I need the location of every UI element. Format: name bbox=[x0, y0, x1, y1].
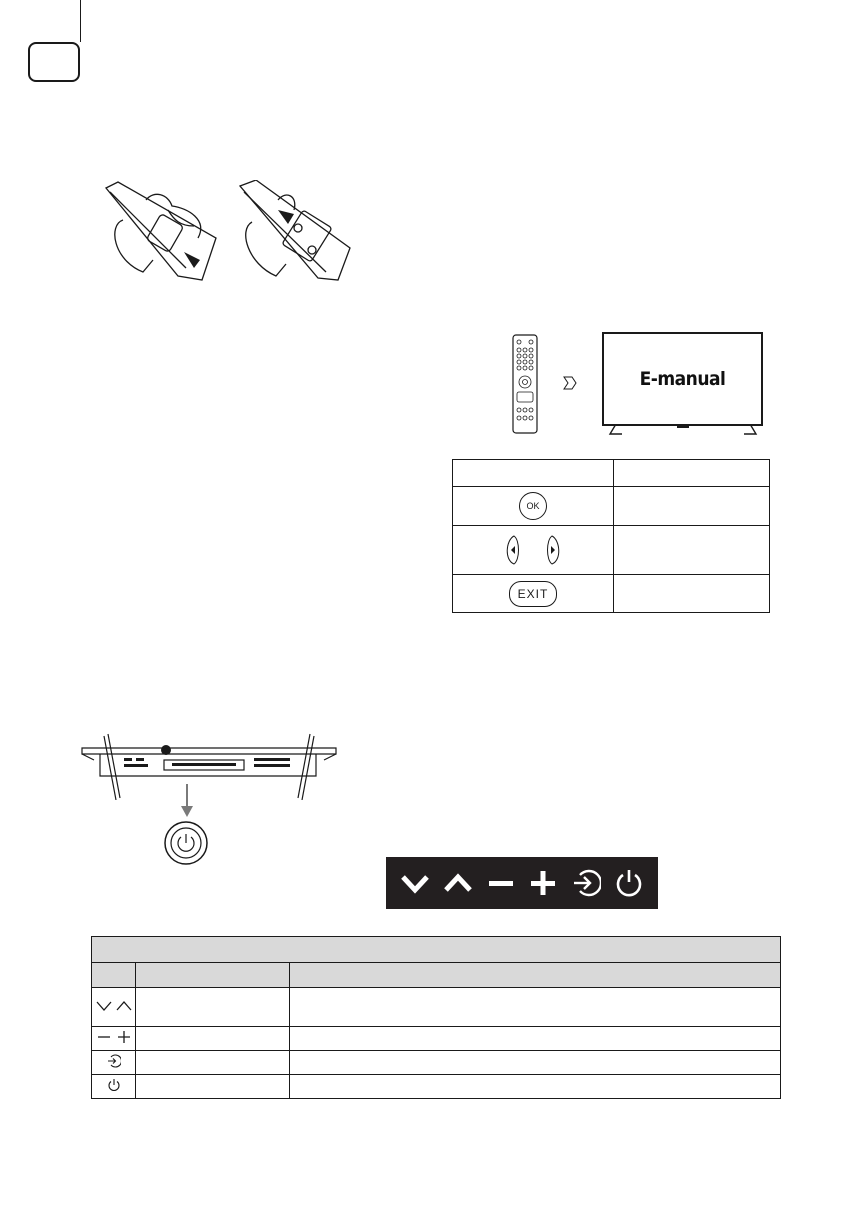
arrow-down-icon bbox=[180, 784, 194, 818]
function-table-description bbox=[290, 988, 781, 1027]
power-icon bbox=[107, 1078, 121, 1092]
control-function-table bbox=[91, 936, 781, 1099]
exit-button-icon: EXIT bbox=[509, 581, 557, 607]
tv-control-buttons-strip bbox=[386, 857, 658, 909]
tv-screen-label: E-manual bbox=[639, 368, 726, 390]
input-source-icon bbox=[571, 868, 601, 898]
function-table-title bbox=[92, 937, 781, 963]
tv-stand-icon bbox=[602, 424, 764, 438]
function-table-header-name bbox=[136, 963, 290, 988]
function-table-header-description bbox=[290, 963, 781, 988]
function-table-icon-cell bbox=[92, 1075, 136, 1099]
volume-down-icon bbox=[486, 868, 516, 898]
remote-control-illustration bbox=[512, 334, 538, 434]
power-icon bbox=[614, 868, 644, 898]
page-corner-line bbox=[80, 0, 81, 42]
volume-up-icon bbox=[528, 868, 558, 898]
function-table-description bbox=[290, 1051, 781, 1075]
function-table-name bbox=[136, 1051, 290, 1075]
left-right-arrow-icon bbox=[498, 534, 568, 566]
function-table-description bbox=[290, 1027, 781, 1051]
function-table-header-icon bbox=[92, 963, 136, 988]
function-table-description bbox=[290, 1075, 781, 1099]
key-table-header-key bbox=[453, 460, 614, 487]
key-table-row bbox=[453, 575, 614, 613]
input-source-icon bbox=[107, 1054, 121, 1068]
channel-down-icon bbox=[400, 868, 430, 898]
key-table-row bbox=[453, 526, 614, 575]
ok-button-icon: OK bbox=[519, 492, 547, 520]
key-table-function bbox=[614, 487, 770, 526]
function-table-icon-cell bbox=[92, 1027, 136, 1051]
function-table-icon-cell bbox=[92, 988, 136, 1027]
remote-key-table bbox=[452, 459, 770, 613]
tv-bottom-view-illustration bbox=[80, 730, 338, 800]
function-table-name bbox=[136, 988, 290, 1027]
table-row bbox=[92, 1075, 781, 1099]
function-table-name bbox=[136, 1075, 290, 1099]
table-row bbox=[92, 988, 781, 1027]
page-number-box bbox=[28, 42, 80, 82]
tv-screen bbox=[602, 332, 763, 426]
arrow-right-icon bbox=[562, 375, 578, 391]
channel-up-icon bbox=[443, 868, 473, 898]
function-table-name bbox=[136, 1027, 290, 1051]
table-row bbox=[92, 1027, 781, 1051]
table-row bbox=[92, 1051, 781, 1075]
battery-insertion-illustration bbox=[98, 180, 358, 285]
channel-down-up-icon bbox=[94, 998, 134, 1014]
power-button-icon bbox=[163, 820, 209, 866]
key-table-row bbox=[453, 487, 614, 526]
key-table-function bbox=[614, 526, 770, 575]
key-table-header-function bbox=[614, 460, 770, 487]
volume-minus-plus-icon bbox=[94, 1030, 134, 1044]
function-table-icon-cell bbox=[92, 1051, 136, 1075]
key-table-function bbox=[614, 575, 770, 613]
